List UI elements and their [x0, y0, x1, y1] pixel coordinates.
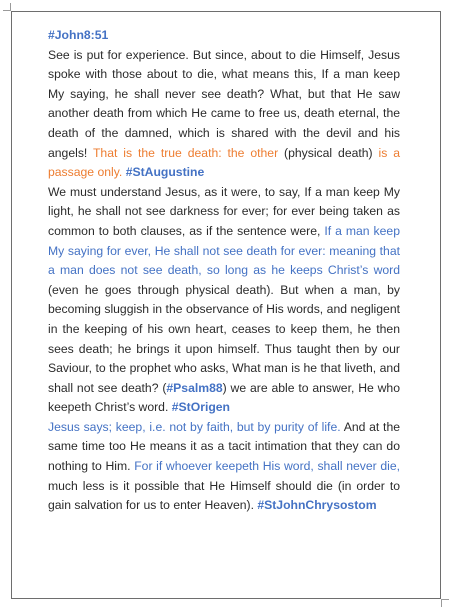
hashtag-psalm-88: #Psalm88	[166, 380, 223, 395]
highlighted-text-run: is a passage only.	[48, 145, 400, 180]
document-body[interactable]	[48, 26, 400, 516]
hashtag-st-augustine: #StAugustine	[125, 165, 205, 180]
hashtag-st-origen: #StOrigen	[171, 400, 230, 415]
document-page[interactable]	[11, 11, 441, 599]
text-run: much less is it possible that He Himself should die (in order to gain salvation for us to enter Heaven).	[48, 478, 400, 513]
text-run: We must understand Jesus, as it were, to say, If a man keep My light, he shall not see darkness for ever; for ever being taken as common to both clauses, as if the sentence were,	[48, 184, 400, 238]
crop-mark-top-left	[3, 3, 11, 11]
text-run: (even he goes through physical death). But when a man, by becoming sluggish in the observance of His words, and negligent in the keeping of his own heart, ceases to keep them, he then sees death; he brings it upon himself. Thus taught then by our Saviour, to the prophet who asks, What man is he that liveth, and shall not see death? (	[48, 282, 400, 395]
paragraph-chrysostom	[48, 418, 400, 516]
quote-text-run: For if whoever keepeth His word, shall never die,	[134, 459, 400, 474]
text-run: (physical death)	[278, 145, 379, 160]
highlighted-text-run: That is the true death: the other	[92, 145, 279, 160]
crop-mark-bottom-right	[441, 599, 449, 607]
paragraph-reference	[48, 26, 400, 46]
text-run: ) we are able to answer, He who keepeth Christ’s word.	[48, 380, 400, 415]
hashtag-st-john-chrysostom: #StJohnChrysostom	[257, 498, 377, 513]
hashtag-john-8-51: #John8:51	[48, 28, 109, 42]
text-run: See is put for experience. But since, about to die Himself, Jesus spoke with those about to die, what means this, If a man keep My saying, he shall never see death? What, but that He saw another death from which He came to free us, death eternal, the death of the damned, which is shared with the devil and his angels!	[48, 47, 400, 160]
quote-text-run: If a man keep My saying for ever, He shall not see death for ever: meaning that a man does not see death, so long as he keeps Christ’s word	[48, 223, 400, 278]
paragraph-augustine	[48, 46, 400, 183]
text-run: And at the same time too He means it as a tacit intimation that they can do nothing to Him.	[48, 419, 401, 474]
paragraph-origen	[48, 183, 400, 418]
quote-text-run: Jesus says; keep, i.e. not by faith, but by purity of life.	[48, 419, 341, 434]
